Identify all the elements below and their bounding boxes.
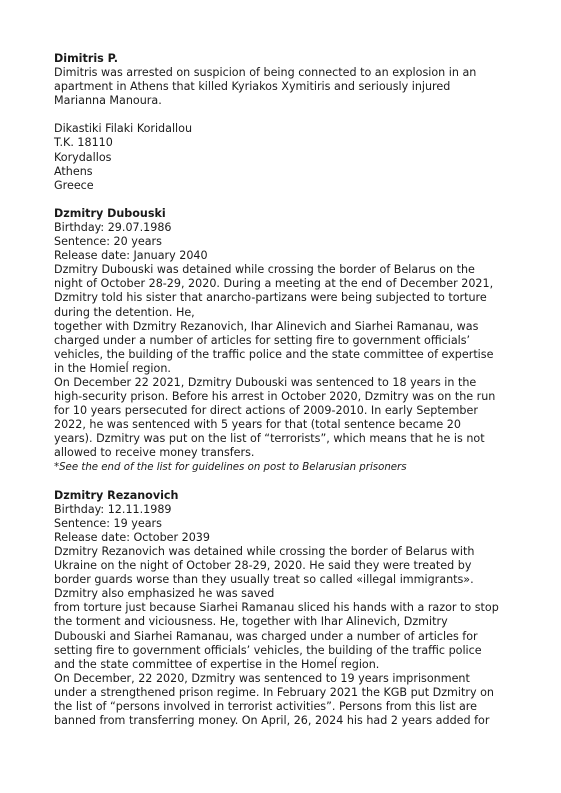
entry-dzmitry-rezanovich: [54, 489, 521, 729]
entry-text-line: border guards worse than they usually treat so called «illegal immigrants».: [54, 573, 474, 587]
entry-text-line: On December 22 2021, Dzmitry Dubouski was sentenced to 18 years in the: [54, 375, 477, 389]
birthday: Birthday: 29.07.1986: [54, 220, 172, 234]
entry-dimitris-p: [54, 52, 521, 193]
entry-text-line: Dzmitry Dubouski was detained while crossing the border of Belarus on the: [54, 263, 475, 277]
entry-text-line: 2022, he was sentenced with 5 years for that (total sentence became 20: [54, 418, 461, 432]
entry-text-line: Ukraine on the night of October 28-29, 2020. He said they were treated by: [54, 559, 472, 573]
address-line: T.K. 18110: [54, 136, 113, 150]
entry-dzmitry-dubouski: [54, 207, 521, 475]
entry-text-line: for 10 years persecuted for direct actions of 2009-2010. In early September: [54, 404, 478, 418]
entry-text-line: during the detention. He,: [54, 305, 195, 319]
entry-text-line: under a strengthened prison regime. In February 2021 the KGB put Dzmitry on: [54, 685, 494, 699]
entry-text-line: night of October 28-29, 2020. During a meeting at the end of December 2021,: [54, 277, 494, 291]
entry-text-line: the torment and viciousness. He, together with Ihar Alinevich, Dzmitry: [54, 615, 448, 629]
entry-text-line: and the state committee of expertise in the Homeĺ region.: [54, 657, 380, 671]
entry-text-line: Dzmitry also emphasized he was saved: [54, 587, 275, 601]
post-guidelines-note: *See the end of the list for guidelines on post to Belarusian prisoners: [54, 461, 407, 473]
entry-text-line: Dzmitry told his sister that anarcho-partizans were being subjected to torture: [54, 291, 487, 305]
address-line: Greece: [54, 178, 94, 192]
entry-text-line: allowed to receive money transfers.: [54, 446, 255, 460]
entry-text-line: in the Homieĺ region.: [54, 361, 171, 375]
entry-text-line: years). Dzmitry was put on the list of “terrorists”, which means that he is not: [54, 432, 485, 446]
address-line: Dikastiki Filaki Koridallou: [54, 122, 193, 136]
postal-address: [54, 122, 521, 192]
entry-text-line: charged under a number of articles for setting fire to government officials’: [54, 333, 471, 347]
entry-text-line: the list of “persons involved in terrorist activities”. Persons from this list are: [54, 700, 477, 714]
release-date: Release date: October 2039: [54, 530, 210, 544]
entry-text-line: Dimitris was arrested on suspicion of being connected to an explosion in an: [54, 66, 477, 80]
entry-text-line: On December, 22 2020, Dzmitry was sentenced to 19 years imprisonment: [54, 671, 470, 685]
address-line: Korydallos: [54, 150, 112, 164]
entry-text-line: high-security prison. Before his arrest in October 2020, Dzmitry was on the run: [54, 390, 496, 404]
entry-text-line: from torture just because Siarhei Ramanau sliced his hands with a razor to stop: [54, 601, 499, 615]
entry-text-line: Marianna Manoura.: [54, 94, 162, 108]
entry-text-line: vehicles, the building of the traffic police and the state committee of expertise: [54, 347, 494, 361]
entry-text-line: Dzmitry Rezanovich was detained while crossing the border of Belarus with: [54, 545, 475, 558]
sentence: Sentence: 20 years: [54, 235, 162, 249]
entry-text-line: setting fire to government officials’ vehicles, the building of the traffic police: [54, 643, 482, 657]
entry-text-line: Dubouski and Siarhei Ramanau, was charged under a number of articles for: [54, 629, 478, 643]
entry-name: Dimitris P.: [54, 52, 118, 65]
sentence: Sentence: 19 years: [54, 516, 162, 530]
entry-text-line: apartment in Athens that killed Kyriakos Xymitiris and seriously injured: [54, 80, 451, 94]
address-line: Athens: [54, 164, 93, 178]
entry-text-line: banned from transferring money. On April, 26, 2024 his had 2 years added for: [54, 714, 490, 728]
entry-text-line: together with Dzmitry Rezanovich, Ihar Alinevich and Siarhei Ramanau, was: [54, 319, 479, 333]
entry-name: Dzmitry Dubouski: [54, 206, 166, 220]
release-date: Release date: January 2040: [54, 249, 208, 263]
entry-name: Dzmitry Rezanovich: [54, 488, 179, 502]
birthday: Birthday: 12.11.1989: [54, 502, 172, 516]
